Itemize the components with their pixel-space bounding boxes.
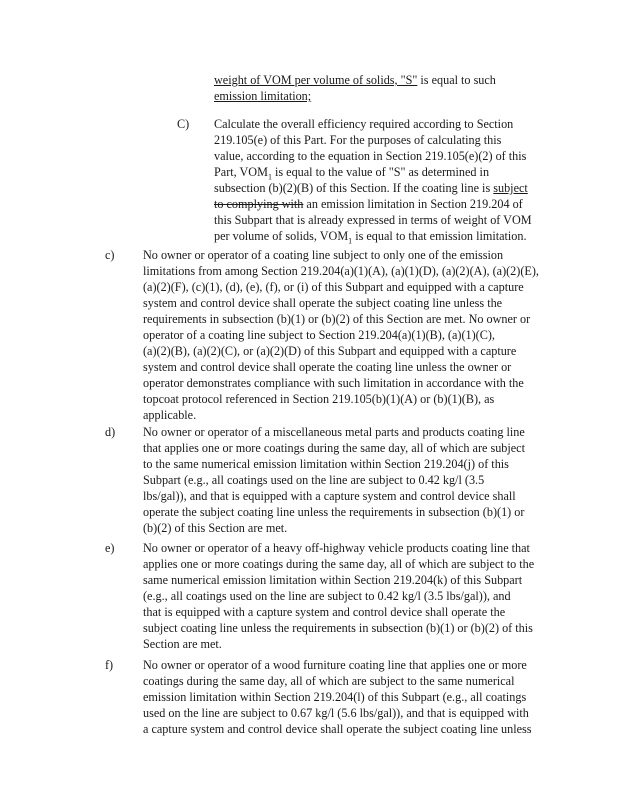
subscript: 1	[267, 172, 272, 182]
text-line: No owner or operator of a coating line subject to only one of the emission	[143, 248, 504, 262]
paragraph-marker-c: c)	[105, 248, 115, 262]
text-line: limitations from among Section 219.204(a)(1)(A), (a)(1)(D), (a)(2)(A), (a)(2)(E),	[143, 264, 539, 278]
text-line: 219.105(e) of this Part. For the purposes of calculating this	[214, 133, 502, 147]
text-line: No owner or operator of a heavy off-highway vehicle products coating line that	[143, 541, 530, 555]
text-line: Section are met.	[143, 637, 222, 651]
paragraph-e-text	[143, 540, 534, 652]
text-line: system and control device shall operate the subject coating line unless the	[143, 296, 503, 310]
text-line: applies one or more coatings during the same day, all of which are subject to the	[143, 557, 535, 571]
text-line: system and control device shall operate the coating line unless the owner or	[143, 360, 512, 374]
text-line: a capture system and control device shall operate the subject coating line unless	[143, 722, 532, 736]
text-line: used on the line are subject to 0.67 kg/l (5.6 lbs/gal)), and that is equipped with	[143, 706, 529, 720]
text-line: (a)(2)(F), (c)(1), (d), (e), (f), or (i) of this Subpart and equipped with a capture	[143, 280, 524, 294]
text-line: topcoat protocol referenced in Section 219.105(b)(1)(A) or (b)(1)(B), as	[143, 392, 495, 406]
text-line: No owner or operator of a wood furniture coating line that applies one or more	[143, 658, 527, 672]
text-line: this Subpart that is already expressed in terms of weight of VOM	[214, 213, 532, 227]
text-line: to the same numerical emission limitation within Section 219.204(j) of this	[143, 457, 509, 471]
text-line: subsection (b)(2)(B) of this Section. If the coating line is subject	[214, 181, 528, 195]
text-line: operator demonstrates compliance with such limitation in accordance with the	[143, 376, 524, 390]
text-line: subject coating line unless the requirements in subsection (b)(1) or (b)(2) of this	[143, 621, 533, 635]
paragraph-f-text	[143, 657, 532, 737]
text-line: Subpart (e.g., all coatings used on the line are subject to 0.42 kg/l (3.5	[143, 473, 485, 487]
text-line: that applies one or more coatings during the same day, all of which are subject	[143, 441, 525, 455]
text-line: operator of a coating line subject to Section 219.204(a)(1)(B), (a)(1)(C),	[143, 328, 495, 342]
text-line: per volume of solids, $VOM_1$ is equal to that emission limitation.	[214, 229, 527, 246]
subscript: 1	[348, 236, 353, 246]
text-line: weight of VOM per volume of solids, "S" is equal to such	[214, 73, 496, 87]
paragraph-marker-f: f)	[105, 658, 114, 672]
text-line: same numerical emission limitation within Section 219.204(k) of this Subpart	[143, 573, 523, 587]
text-line: applicable.	[143, 408, 197, 422]
text-line: Calculate the overall efficiency required according to Section	[214, 117, 514, 131]
text-line: lbs/gal)), and that is equipped with a capture system and control device shall	[143, 489, 516, 503]
item-marker-C: C)	[177, 117, 190, 131]
text-line: emission limitation;	[214, 89, 312, 103]
paragraph-c-text	[143, 247, 539, 423]
text-line: value, according to the equation in Section 219.105(e)(2) of this	[214, 149, 527, 163]
text-line: (a)(2)(B), (a)(2)(C), or (a)(2)(D) of this Subpart and equipped with a capture	[143, 344, 517, 358]
text-line: operate the subject coating line unless the requirements in subsection (b)(1) or	[143, 505, 525, 519]
paragraph-marker-e: e)	[105, 541, 115, 555]
text-line: No owner or operator of a miscellaneous metal parts and products coating line	[143, 425, 525, 439]
text-line: coatings during the same day, all of which are subject to the same numerical	[143, 674, 515, 688]
text-line: to complying with an emission limitation in Section 219.204 of	[214, 197, 523, 211]
paragraph-marker-d: d)	[105, 425, 116, 439]
text-line: requirements in subsection (b)(1) or (b)(2) of this Section are met. No owner or	[143, 312, 531, 326]
continuation-text	[214, 72, 496, 104]
text-line: that is equipped with a capture system and control device shall operate the	[143, 605, 506, 619]
text-line: Part, $VOM_1$ is equal to the value of "S" as determined in	[214, 165, 490, 182]
text-line: emission limitation within Section 219.204(l) of this Subpart (e.g., all coatings	[143, 690, 527, 704]
item-C-text	[214, 116, 532, 244]
paragraph-d-text	[143, 424, 525, 536]
text-line: (b)(2) of this Section are met.	[143, 521, 288, 535]
text-line: (e.g., all coatings used on the line are subject to 0.42 kg/l (3.5 lbs/gal)), and	[143, 589, 511, 603]
